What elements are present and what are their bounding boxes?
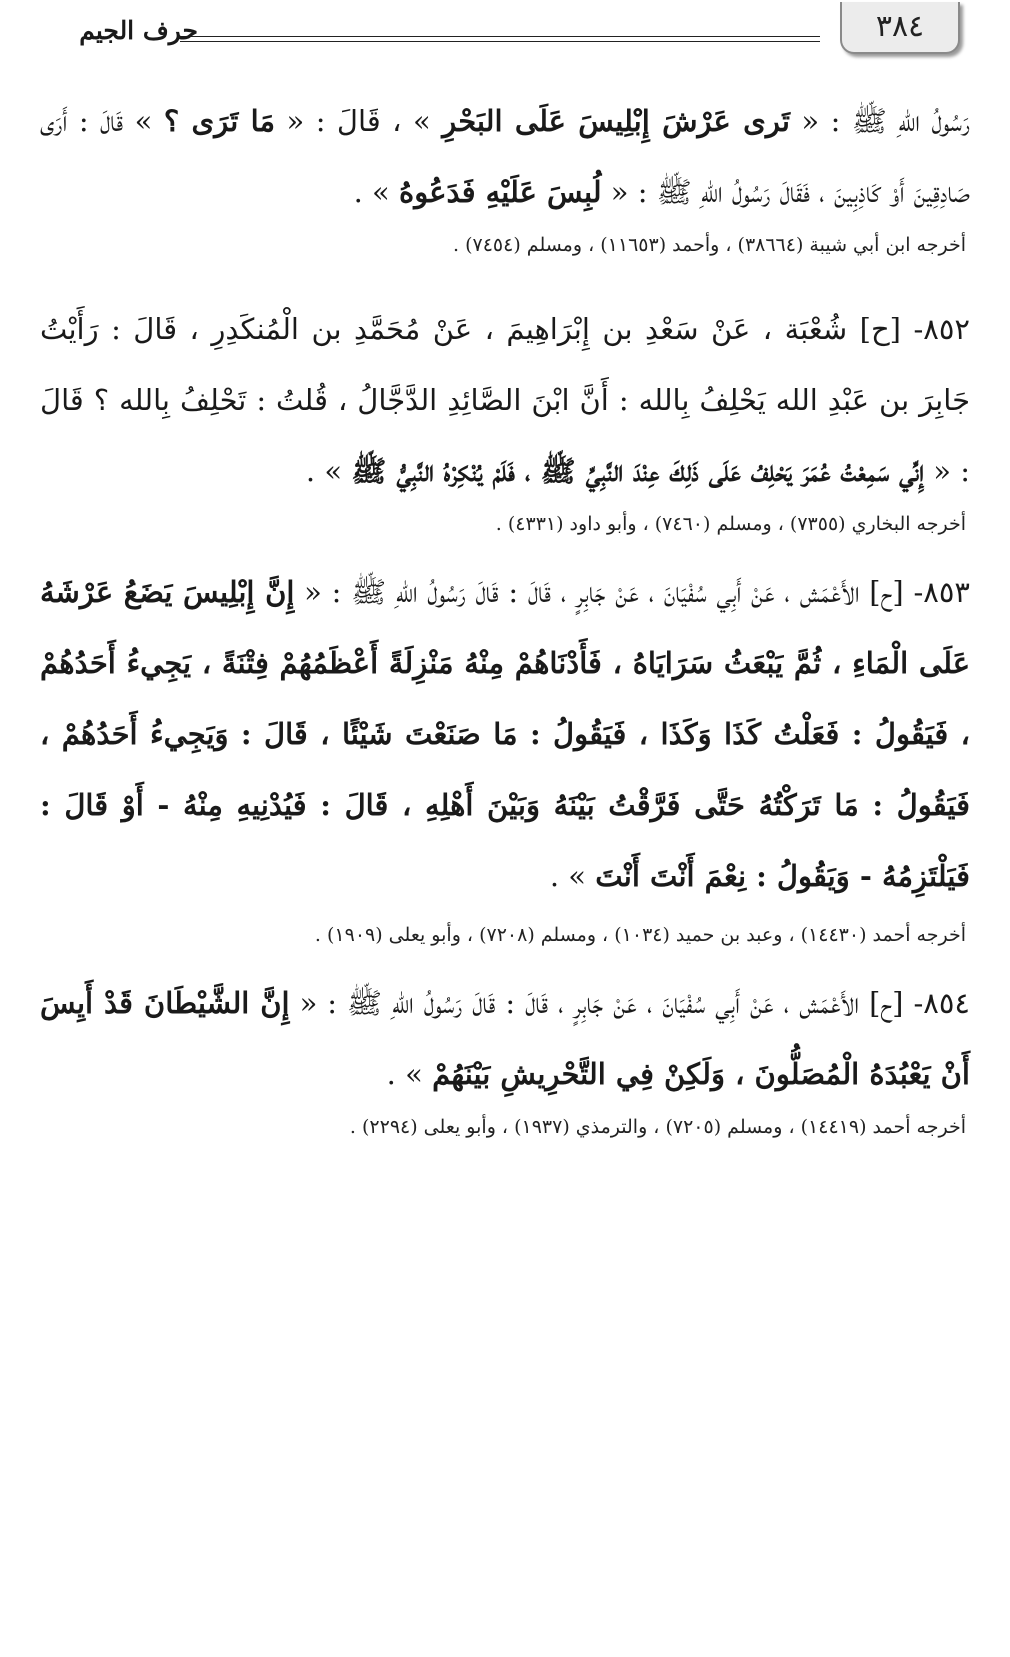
hadith-852 [40, 294, 970, 507]
header-rule [180, 41, 820, 42]
hadith-source: أخرجه البخاري (٧٣٥٥) ، ومسلم (٧٤٦٠) ، وأبو داود (٤٣٣١) . [495, 513, 966, 535]
hadith-text: رَسُولُ اللهِ ﷺ : « [789, 104, 970, 138]
hadith-text: » . [549, 859, 596, 893]
hadith-quote: إِنَّ الشَّيْطَانَ قَدْ أَيِسَ أَنْ يَعْبُدَهُ الْمُصَلُّونَ ، وَلَكِنْ فِي التَّحْرِيشِ بَيْنَهُمْ [40, 986, 970, 1091]
hadith-text: » ، قَالَ : « [275, 104, 443, 138]
hadith-source: أخرجه ابن أبي شيبة (٣٨٦٦٤) ، وأحمد (١١٦٥٣) ، ومسلم (٧٤٥٤) . [453, 234, 966, 256]
page-header [0, 0, 1010, 72]
hadith-quote: تَرى عَرْشَ إِبْلِيسَ عَلَى البَحْرِ [442, 104, 790, 138]
hadith-text: » قَالَ : أَرَى صَادِقِينَ أَوْ كَاذِبِينَ ، فَقَالَ رَسُولُ اللهِ ﷺ : « [40, 104, 970, 209]
hadith-text: ٨٥٤- [ح] الأَعْمَش ، عَنْ أَبِي سُفْيَانَ ، عَنْ جَابِرٍ ، قَالَ : قَالَ رَسُولُ اللهِ ﷺ : « [289, 986, 970, 1020]
hadith-source: أخرجه أحمد (١٤٤٣٠) ، وعبد بن حميد (١٠٣٤) ، ومسلم (٧٢٠٨) ، وأبو يعلى (١٩٠٩) . [314, 924, 966, 946]
hadith-853 [40, 557, 970, 912]
hadith-854 [40, 968, 970, 1110]
hadith-quote: إِنَّ إِبْلِيسَ يَضَعُ عَرْشَهُ عَلَى الْمَاءِ ، ثُمَّ يَبْعَثُ سَرَايَاهُ ، فَأَدْنَاهُمْ مِنْهُ مَنْزِلَةً أَعْظَمُهُمْ فِتْنَةً ، يَجِيءُ أَحَدُهُمْ ، فَيَقُولُ : فَعَلْتُ كَذَا وَكَذَا ، فَيَقُولُ : مَا صَنَعْتَ شَيْئًا ، قَالَ : وَيَجِيءُ أَحَدُهُمْ ، فَيَقُولُ : مَا تَرَكْتُهُ حَتَّى فَرَّقْتُ بَيْنَهُ وَبَيْنَ أَهْلِهِ ، قَالَ : فَيُدْنِيهِ مِنْهُ - أَوْ قَالَ : فَيَلْتَزِمُهُ - وَيَقُولُ : نِعْمَ أَنْتَ أَنْتَ [40, 575, 970, 893]
hadith-text: ٨٥٢- [ح] شُعْبَة ، عَنْ سَعْدِ بن إِبْرَاهِيمَ ، عَنْ مُحَمَّدِ بن الْمُنكَدِرِ ، قَالَ : رَأَيْتُ جَابِرَ بن عَبْدِ الله يَحْلِفُ بِالله : أَنَّ ابْنَ الصَّائِدِ الدَّجَّالُ ، قُلتُ : تَحْلِفُ بِالله ؟ قَالَ : « [40, 312, 970, 488]
hadith-quote: لُبِسَ عَلَيْهِ فَدَعُوهُ [399, 175, 602, 209]
hadith-quote: مَا تَرَى ؟ [163, 104, 276, 138]
header-rule [180, 36, 820, 37]
page-number: ٣٨٤ [840, 2, 960, 54]
chapter-title: حرف الجيم [79, 16, 198, 45]
hadith-text: » . [353, 175, 400, 209]
hadith-text: » . [386, 1057, 433, 1091]
page-body [40, 86, 970, 1142]
hadith-text: ٨٥٣- [ح] الأَعْمَش ، عَنْ أَبِي سُفْيَانَ ، عَنْ جَابِرٍ ، قَالَ : قَالَ رَسُولُ اللهِ ﷺ : « [294, 575, 970, 609]
hadith-source: أخرجه أحمد (١٤٤١٩) ، ومسلم (٧٢٠٥) ، والترمذي (١٩٣٧) ، وأبو يعلى (٢٢٩٤) . [349, 1116, 966, 1138]
hadith-text: » . [305, 454, 352, 488]
hadith-continuation [40, 86, 970, 228]
hadith-quote: إِنِّي سَمِعْتُ عُمَرَ يَحْلِفُ عَلَى ذَلِكَ عِنْدَ النَّبِيِّ ﷺ ، فَلَمْ يُنْكِرْهُ النَّبِيُّ ﷺ [351, 454, 925, 488]
